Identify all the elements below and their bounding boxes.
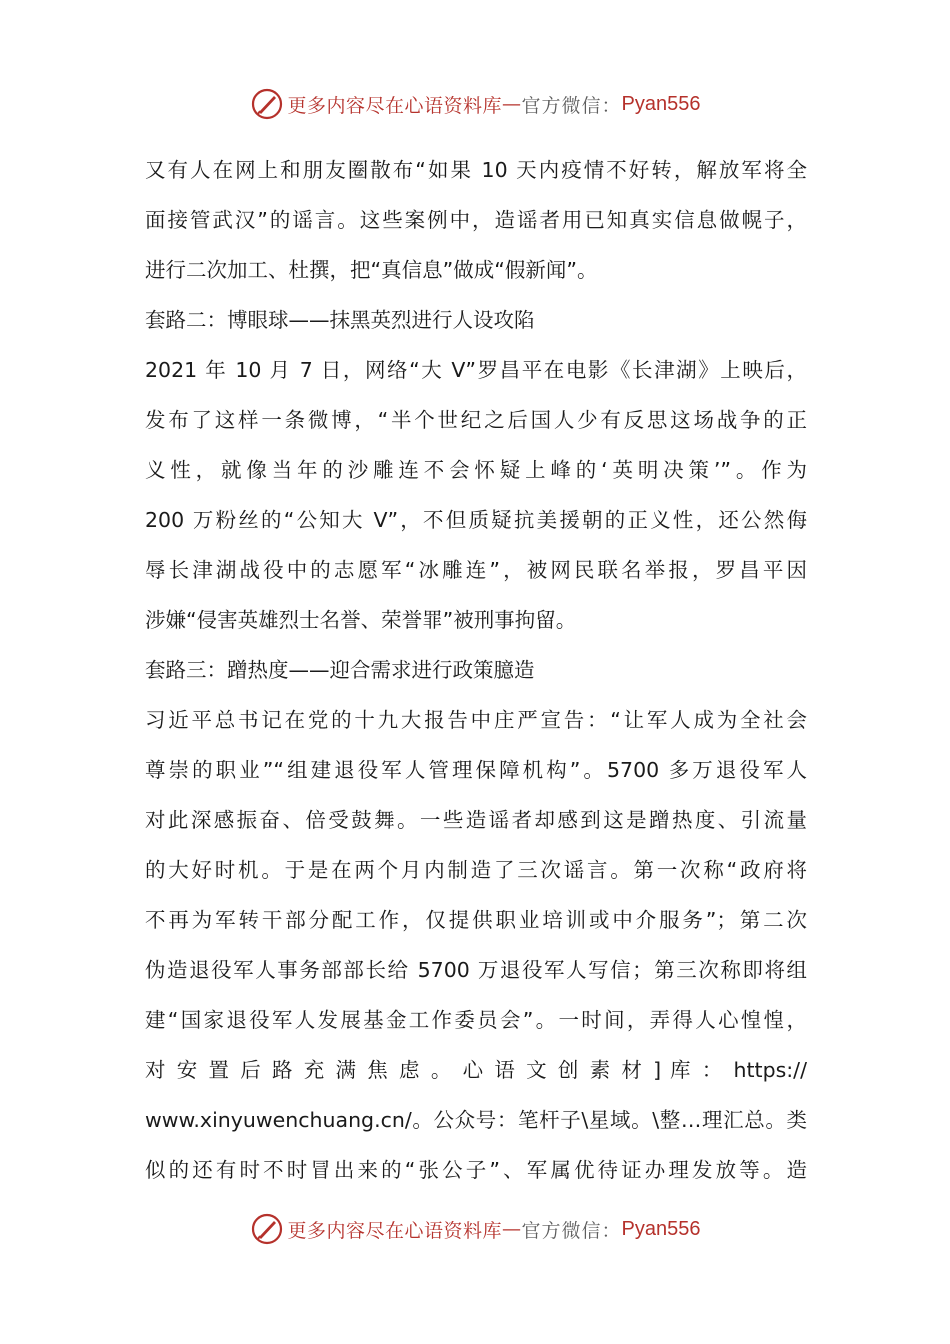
text-line: 建“国家退役军人发展基金工作委员会”。一时间，弄得人心惶惶，	[145, 1008, 807, 1032]
text-line: 发布了这样一条微博，“半个世纪之后国人少有反思这场战争的正	[145, 408, 807, 432]
text-line: 200 万粉丝的“公知大 V”，不但质疑抗美援朝的正义性，还公然侮	[145, 508, 807, 532]
text-line: 对此深感振奋、倍受鼓舞。一些造谣者却感到这是蹭热度、引流量	[145, 808, 807, 832]
text-line: 义性，就像当年的沙雕连不会怀疑上峰的‘英明决策’”。作为	[145, 458, 807, 482]
banner-wechat-label: 官方微信：	[521, 1219, 622, 1242]
text-line: 又有人在网上和朋友圈散布“如果 10 天内疫情不好转，解放军将全	[145, 158, 807, 182]
text-line: 对 安 置 后 路 充 满 焦 虑 。 心 语 文 创 素 材 ] 库 ： https://	[145, 1058, 807, 1082]
document-body	[145, 145, 807, 1195]
quill-logo-icon	[250, 87, 284, 121]
text-line: 习近平总书记在党的十九大报告中庄严宣告：“让军人成为全社会	[145, 708, 807, 732]
text-line: 的大好时机。于是在两个月内制造了三次谣言。第一次称“政府将	[145, 858, 807, 882]
text-line: 辱长津湖战役中的志愿军“冰雕连”，被网民联名举报，罗昌平因	[145, 558, 807, 582]
footer-watermark-banner	[0, 1207, 950, 1251]
text-line: 进行二次加工、杜撰，把“真信息”做成“假新闻”。	[145, 258, 598, 282]
text-line: www.xinyuwenchuang.cn/。公众号：笔杆子\星域。\整…理汇总。类	[145, 1108, 807, 1132]
text-line: 伪造退役军人事务部部长给 5700 万退役军人写信；第三次称即将组	[145, 958, 807, 982]
text-line: 尊崇的职业”“组建退役军人管理保障机构”。5700 多万退役军人	[145, 758, 807, 782]
section-heading-2: 套路二：博眼球——抹黑英烈进行人设攻陷	[145, 308, 535, 332]
text-line: 涉嫌“侵害英雄烈士名誉、荣誉罪”被刑事拘留。	[145, 608, 577, 632]
banner-wechat-id: Pyan556	[621, 1217, 701, 1240]
header-watermark-banner	[0, 82, 950, 126]
banner-title: 更多内容尽在心语资料库	[287, 94, 503, 117]
text-line: 2021 年 10 月 7 日，网络“大 V”罗昌平在电影《长津湖》上映后，	[145, 358, 807, 382]
text-line: 面接管武汉”的谣言。这些案例中，造谣者用已知真实信息做幌子，	[145, 208, 807, 232]
text-line: 似的还有时不时冒出来的“张公子”、军属优待证办理发放等。造	[145, 1158, 807, 1182]
banner-dash: —	[502, 1218, 522, 1240]
quill-logo-icon	[250, 1212, 284, 1246]
banner-wechat-id: Pyan556	[621, 92, 701, 115]
section-heading-3: 套路三：蹭热度——迎合需求进行政策臆造	[145, 658, 535, 682]
text-line: 不再为军转干部分配工作，仅提供职业培训或中介服务”；第二次	[145, 908, 807, 932]
banner-wechat-label: 官方微信：	[521, 94, 622, 117]
banner-dash: —	[502, 93, 522, 115]
banner-title: 更多内容尽在心语资料库	[287, 1219, 503, 1242]
